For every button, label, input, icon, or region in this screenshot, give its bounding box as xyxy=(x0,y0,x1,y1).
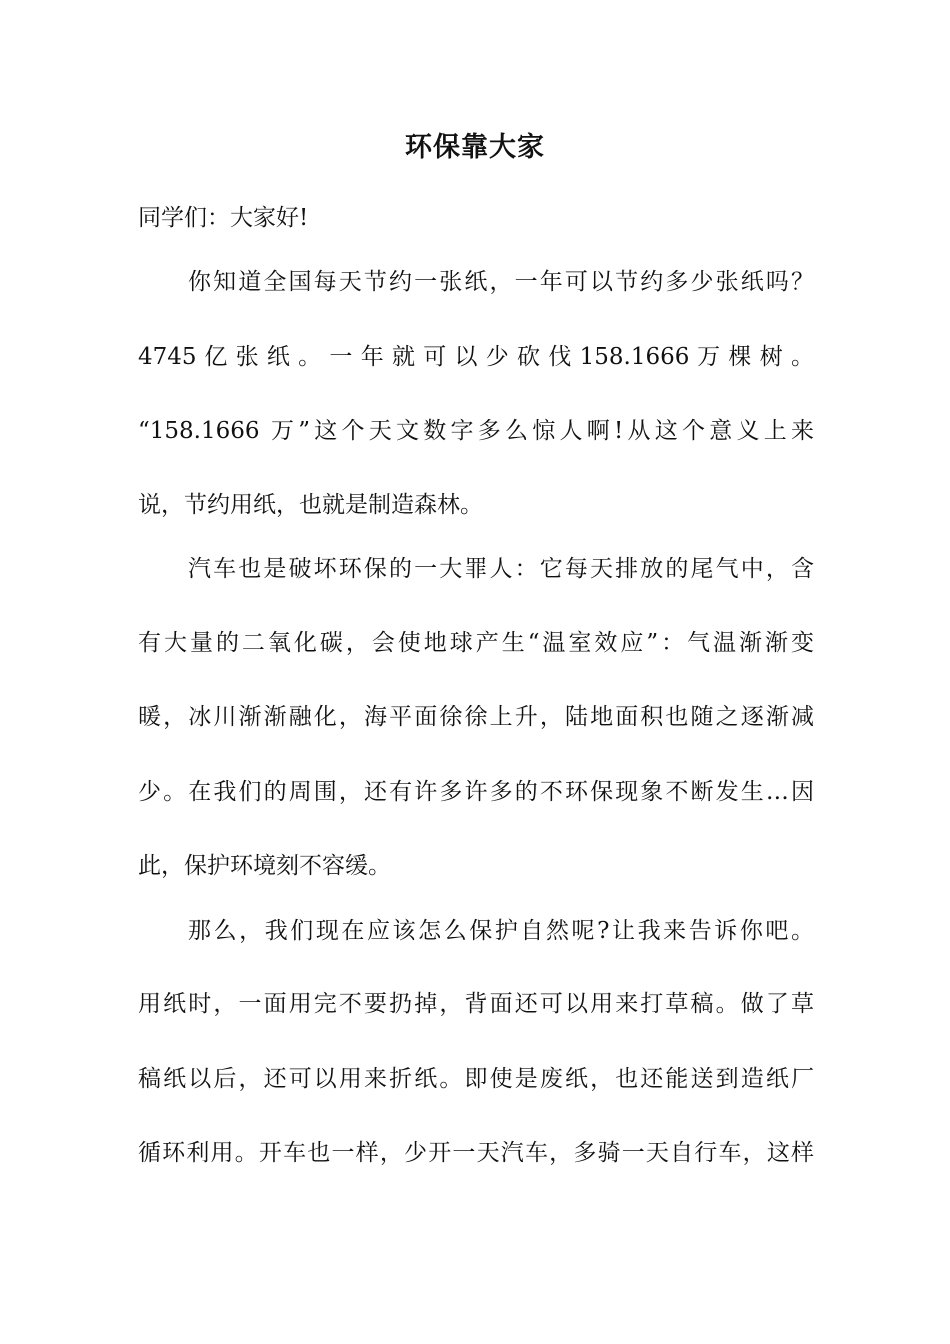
paragraph-2-line-2: 有大量的二氧化碳，会使地球产生“温室效应”：气温渐渐变 xyxy=(138,630,814,656)
paragraph-2-line-3: 暖，冰川渐渐融化，海平面徐徐上升，陆地面积也随之逐渐减 xyxy=(138,704,814,730)
paragraph-3-line-4: 循环利用。开车也一样，少开一天汽车，多骑一天自行车，这样 xyxy=(138,1140,814,1166)
paragraph-1-line-1: 你知道全国每天节约一张纸，一年可以节约多少张纸吗？ xyxy=(188,269,814,295)
paragraph-1-line-3: “158.1666 万”这个天文数字多么惊人啊!从这个意义上来 xyxy=(138,418,814,444)
paragraph-2-line-5: 此，保护环境刻不容缓。 xyxy=(138,853,391,879)
paragraph-2-line-4: 少。在我们的周围，还有许多许多的不环保现象不断发生…因 xyxy=(138,779,814,805)
paragraph-3-line-3: 稿纸以后，还可以用来折纸。即使是废纸，也还能送到造纸厂 xyxy=(138,1066,814,1092)
paragraph-1-line-2: 4745 亿 张 纸 。 一 年 就 可 以 少 砍 伐 158.1666 万 棵 树 。 xyxy=(138,344,814,370)
greeting-line: 同学们：大家好! xyxy=(138,205,309,231)
paragraph-2-line-1: 汽车也是破坏环保的一大罪人：它每天排放的尾气中，含 xyxy=(188,556,814,582)
paragraph-3-line-2: 用纸时，一面用完不要扔掉，背面还可以用来打草稿。做了草 xyxy=(138,991,814,1017)
document-title: 环保靠大家 xyxy=(405,132,545,163)
paragraph-3-line-1: 那么，我们现在应该怎么保护自然呢?让我来告诉你吧。 xyxy=(188,918,814,944)
paragraph-1-line-4: 说，节约用纸，也就是制造森林。 xyxy=(138,492,483,518)
